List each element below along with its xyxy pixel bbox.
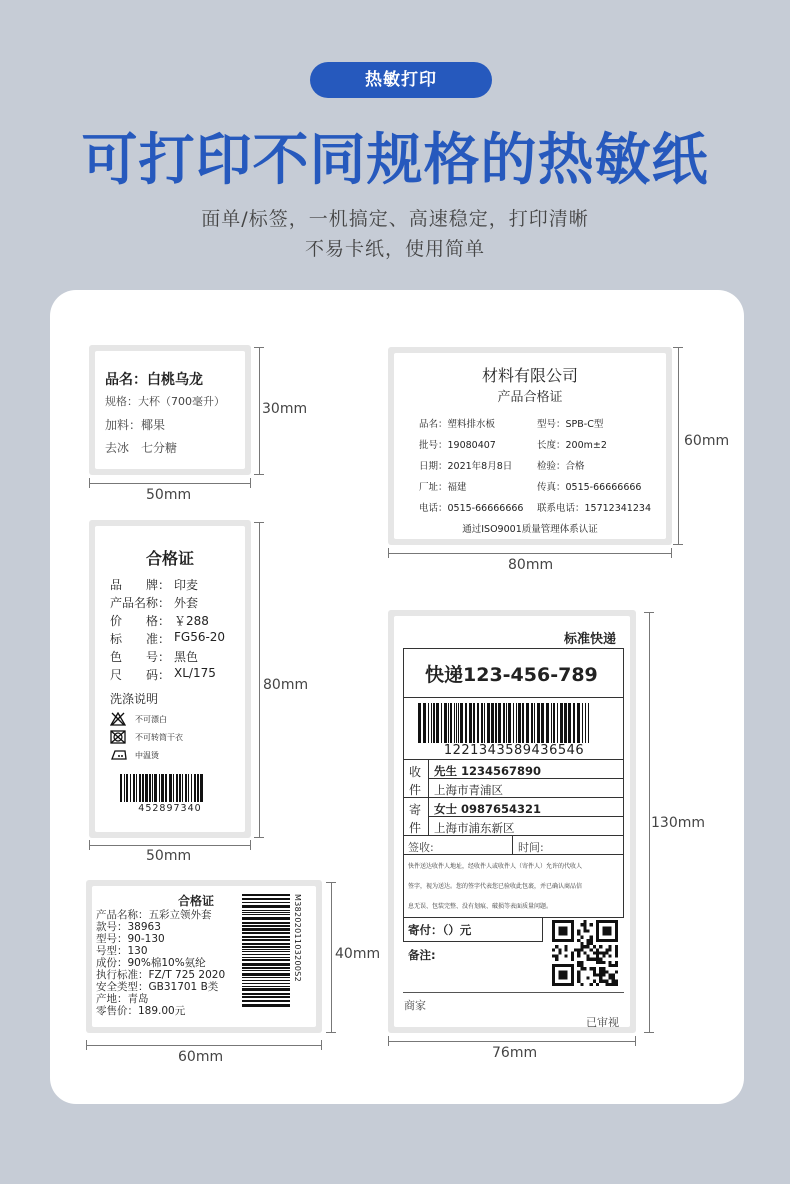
sign-label: 签收: bbox=[408, 841, 434, 854]
wash-title: 洗涤说明 bbox=[110, 692, 159, 706]
dim-tick bbox=[673, 347, 683, 348]
care-text: 不可漂白 bbox=[135, 715, 167, 724]
subtitle-line-2: 不易卡纸，使用简单 bbox=[304, 238, 485, 260]
dim-tick bbox=[89, 478, 90, 488]
express-brand: 标准快递 bbox=[564, 632, 617, 647]
material-cell: 品名：塑料排水板 bbox=[419, 419, 496, 430]
small-tag-title: 合格证 bbox=[178, 894, 215, 908]
express-height-dim: 130mm bbox=[651, 815, 705, 831]
subtitle-line-1: 面单/标签，一机搞定、高速稳定，打印清晰 bbox=[201, 208, 589, 230]
dim-line bbox=[259, 347, 260, 475]
send-addr: 上海市浦东新区 bbox=[434, 821, 515, 835]
dim-tick bbox=[254, 474, 264, 475]
send-name: 女士 0987654321 bbox=[434, 802, 542, 816]
small-tag-barcode-number: M3820201103200S2 bbox=[293, 894, 302, 983]
dim-line bbox=[388, 553, 672, 554]
recv-addr: 上海市青浦区 bbox=[434, 783, 503, 797]
express-barcode-number: 1221343589436546 bbox=[443, 743, 585, 758]
dim-tick bbox=[673, 544, 683, 545]
material-cell: 电话：0515-66666666 bbox=[419, 503, 524, 514]
small-tag-line: 型号：90-130 bbox=[96, 933, 165, 945]
clothing-width-dim: 50mm bbox=[146, 848, 192, 864]
clothing-field-value: FG56-20 bbox=[174, 630, 226, 644]
material-height-dim: 60mm bbox=[684, 433, 730, 449]
dim-line bbox=[86, 1045, 322, 1046]
dim-tick bbox=[254, 347, 264, 348]
terms-line: 签字，视为送达。您的签字代表您已验收此包裹，并已确认商品信 bbox=[408, 883, 583, 890]
qr-code-icon bbox=[552, 920, 618, 986]
material-cell: 批号：19080407 bbox=[419, 440, 496, 451]
clothing-field-key: 产品名称： bbox=[110, 596, 171, 610]
no-bleach-icon bbox=[110, 712, 126, 726]
clothing-field-key: 色 号： bbox=[110, 650, 171, 664]
material-cell: 长度：200m±2 bbox=[537, 440, 607, 451]
terms-line: 息无误、包装完整、没有划痕、破损等表面质量问题。 bbox=[408, 903, 553, 910]
material-label bbox=[388, 347, 672, 545]
tea-label bbox=[89, 345, 251, 475]
remark-label: 备注: bbox=[408, 948, 436, 962]
clothing-field-key: 尺 码： bbox=[110, 668, 171, 682]
dim-tick bbox=[644, 612, 654, 613]
clothing-barcode bbox=[120, 774, 227, 802]
small-tag-line: 零售价：189.00元 bbox=[96, 1005, 186, 1017]
small-tag-line: 成份：90%棉10%氨纶 bbox=[96, 957, 206, 969]
dim-line bbox=[649, 612, 650, 1033]
dim-line bbox=[259, 522, 260, 838]
dim-tick bbox=[321, 1040, 322, 1050]
clothing-field-value: ￥288 bbox=[174, 614, 209, 628]
care-text: 中温烫 bbox=[135, 751, 159, 760]
clothing-field-key: 标 准： bbox=[110, 632, 171, 646]
dim-line bbox=[89, 483, 251, 484]
time-label: 时间: bbox=[518, 841, 544, 854]
small-tag-label bbox=[86, 880, 322, 1033]
dim-line bbox=[331, 882, 332, 1033]
page-title: 可打印不同规格的热敏纸 bbox=[81, 128, 709, 193]
clothing-field-value: XL/175 bbox=[174, 666, 216, 680]
material-cell: 检验：合格 bbox=[537, 461, 585, 472]
dim-tick bbox=[86, 1040, 87, 1050]
clothing-field-key: 价 格： bbox=[110, 614, 171, 628]
terms-line: 快件送达收件人地址，经收件人或收件人（寄件人）允许的代收人 bbox=[408, 863, 583, 870]
clothing-title: 合格证 bbox=[145, 549, 194, 568]
dim-tick bbox=[326, 882, 336, 883]
clothing-label bbox=[89, 520, 251, 838]
clothing-field-value: 印麦 bbox=[174, 578, 199, 592]
pay-label: 寄付：（）元 bbox=[408, 923, 472, 937]
dim-tick bbox=[644, 1032, 654, 1033]
dim-tick bbox=[250, 840, 251, 850]
recv-name: 先生 1234567890 bbox=[434, 764, 542, 778]
material-cell: 传真：0515-66666666 bbox=[537, 482, 642, 493]
dim-tick bbox=[635, 1036, 636, 1046]
dim-line bbox=[388, 1041, 636, 1042]
material-cell: 厂址：福建 bbox=[419, 482, 467, 493]
clothing-field-key: 品 牌： bbox=[110, 578, 171, 592]
express-barcode bbox=[418, 703, 608, 743]
material-cell: 型号：SPB-C型 bbox=[537, 419, 604, 430]
care-text: 不可转筒干衣 bbox=[135, 733, 183, 742]
tea-name: 品名：白桃乌龙 bbox=[105, 372, 203, 388]
small-tag-line: 执行标准：FZ/T 725 2020 bbox=[96, 969, 226, 981]
tea-add: 加料：椰果 bbox=[105, 418, 166, 432]
material-cert: 产品合格证 bbox=[497, 390, 563, 405]
tea-note: 去冰 七分糖 bbox=[105, 441, 178, 455]
recv-tag-1: 收 bbox=[409, 765, 422, 779]
small-height-dim: 40mm bbox=[335, 946, 381, 962]
clothing-field-value: 黑色 bbox=[174, 650, 199, 664]
iron-medium-icon bbox=[110, 748, 128, 760]
dim-line bbox=[678, 347, 679, 545]
dim-tick bbox=[388, 1036, 389, 1046]
small-tag-line: 安全类型：GB31701 B类 bbox=[96, 981, 219, 993]
dim-tick bbox=[254, 522, 264, 523]
small-tag-line: 产地：青岛 bbox=[96, 993, 149, 1005]
recv-tag-2: 件 bbox=[409, 783, 422, 797]
dim-tick bbox=[250, 478, 251, 488]
small-tag-line: 款号：38963 bbox=[96, 921, 161, 933]
dim-tick bbox=[326, 1032, 336, 1033]
clothing-field-value: 外套 bbox=[174, 596, 199, 610]
send-tag-2: 件 bbox=[409, 821, 422, 835]
dim-tick bbox=[388, 548, 389, 558]
small-tag-line: 产品名称：五彩立领外套 bbox=[96, 909, 212, 921]
dim-tick bbox=[89, 840, 90, 850]
dim-line bbox=[89, 845, 251, 846]
small-width-dim: 60mm bbox=[178, 1049, 224, 1065]
dim-tick bbox=[671, 548, 672, 558]
material-company: 材料有限公司 bbox=[481, 366, 578, 385]
no-tumble-dry-icon bbox=[110, 730, 126, 744]
send-tag-1: 寄 bbox=[409, 803, 422, 817]
express-width-dim: 76mm bbox=[492, 1045, 538, 1061]
material-cell: 日期：2021年8月8日 bbox=[419, 461, 513, 472]
material-cell: 联系电话：15712341234 bbox=[537, 503, 651, 514]
clothing-height-dim: 80mm bbox=[263, 677, 309, 693]
small-tag-line: 号型：130 bbox=[96, 945, 148, 957]
tea-width-dim: 50mm bbox=[146, 487, 192, 503]
divider bbox=[403, 992, 624, 993]
tea-height-dim: 30mm bbox=[262, 401, 308, 417]
express-label bbox=[388, 610, 636, 1033]
material-footer: 通过ISO9001质量管理体系认证 bbox=[462, 524, 598, 535]
merchant-label: 商家 bbox=[404, 999, 426, 1012]
small-tag-barcode bbox=[242, 894, 290, 1018]
clothing-barcode-number: 452897340 bbox=[138, 803, 202, 814]
material-width-dim: 80mm bbox=[508, 557, 554, 573]
tea-spec: 规格：大杯（700毫升） bbox=[105, 395, 225, 408]
reviewed-label: 已审视 bbox=[586, 1016, 619, 1027]
dim-tick bbox=[254, 837, 264, 838]
tracking-number: 快递123-456-789 bbox=[425, 664, 598, 686]
feature-badge: 热敏打印 bbox=[310, 62, 492, 98]
